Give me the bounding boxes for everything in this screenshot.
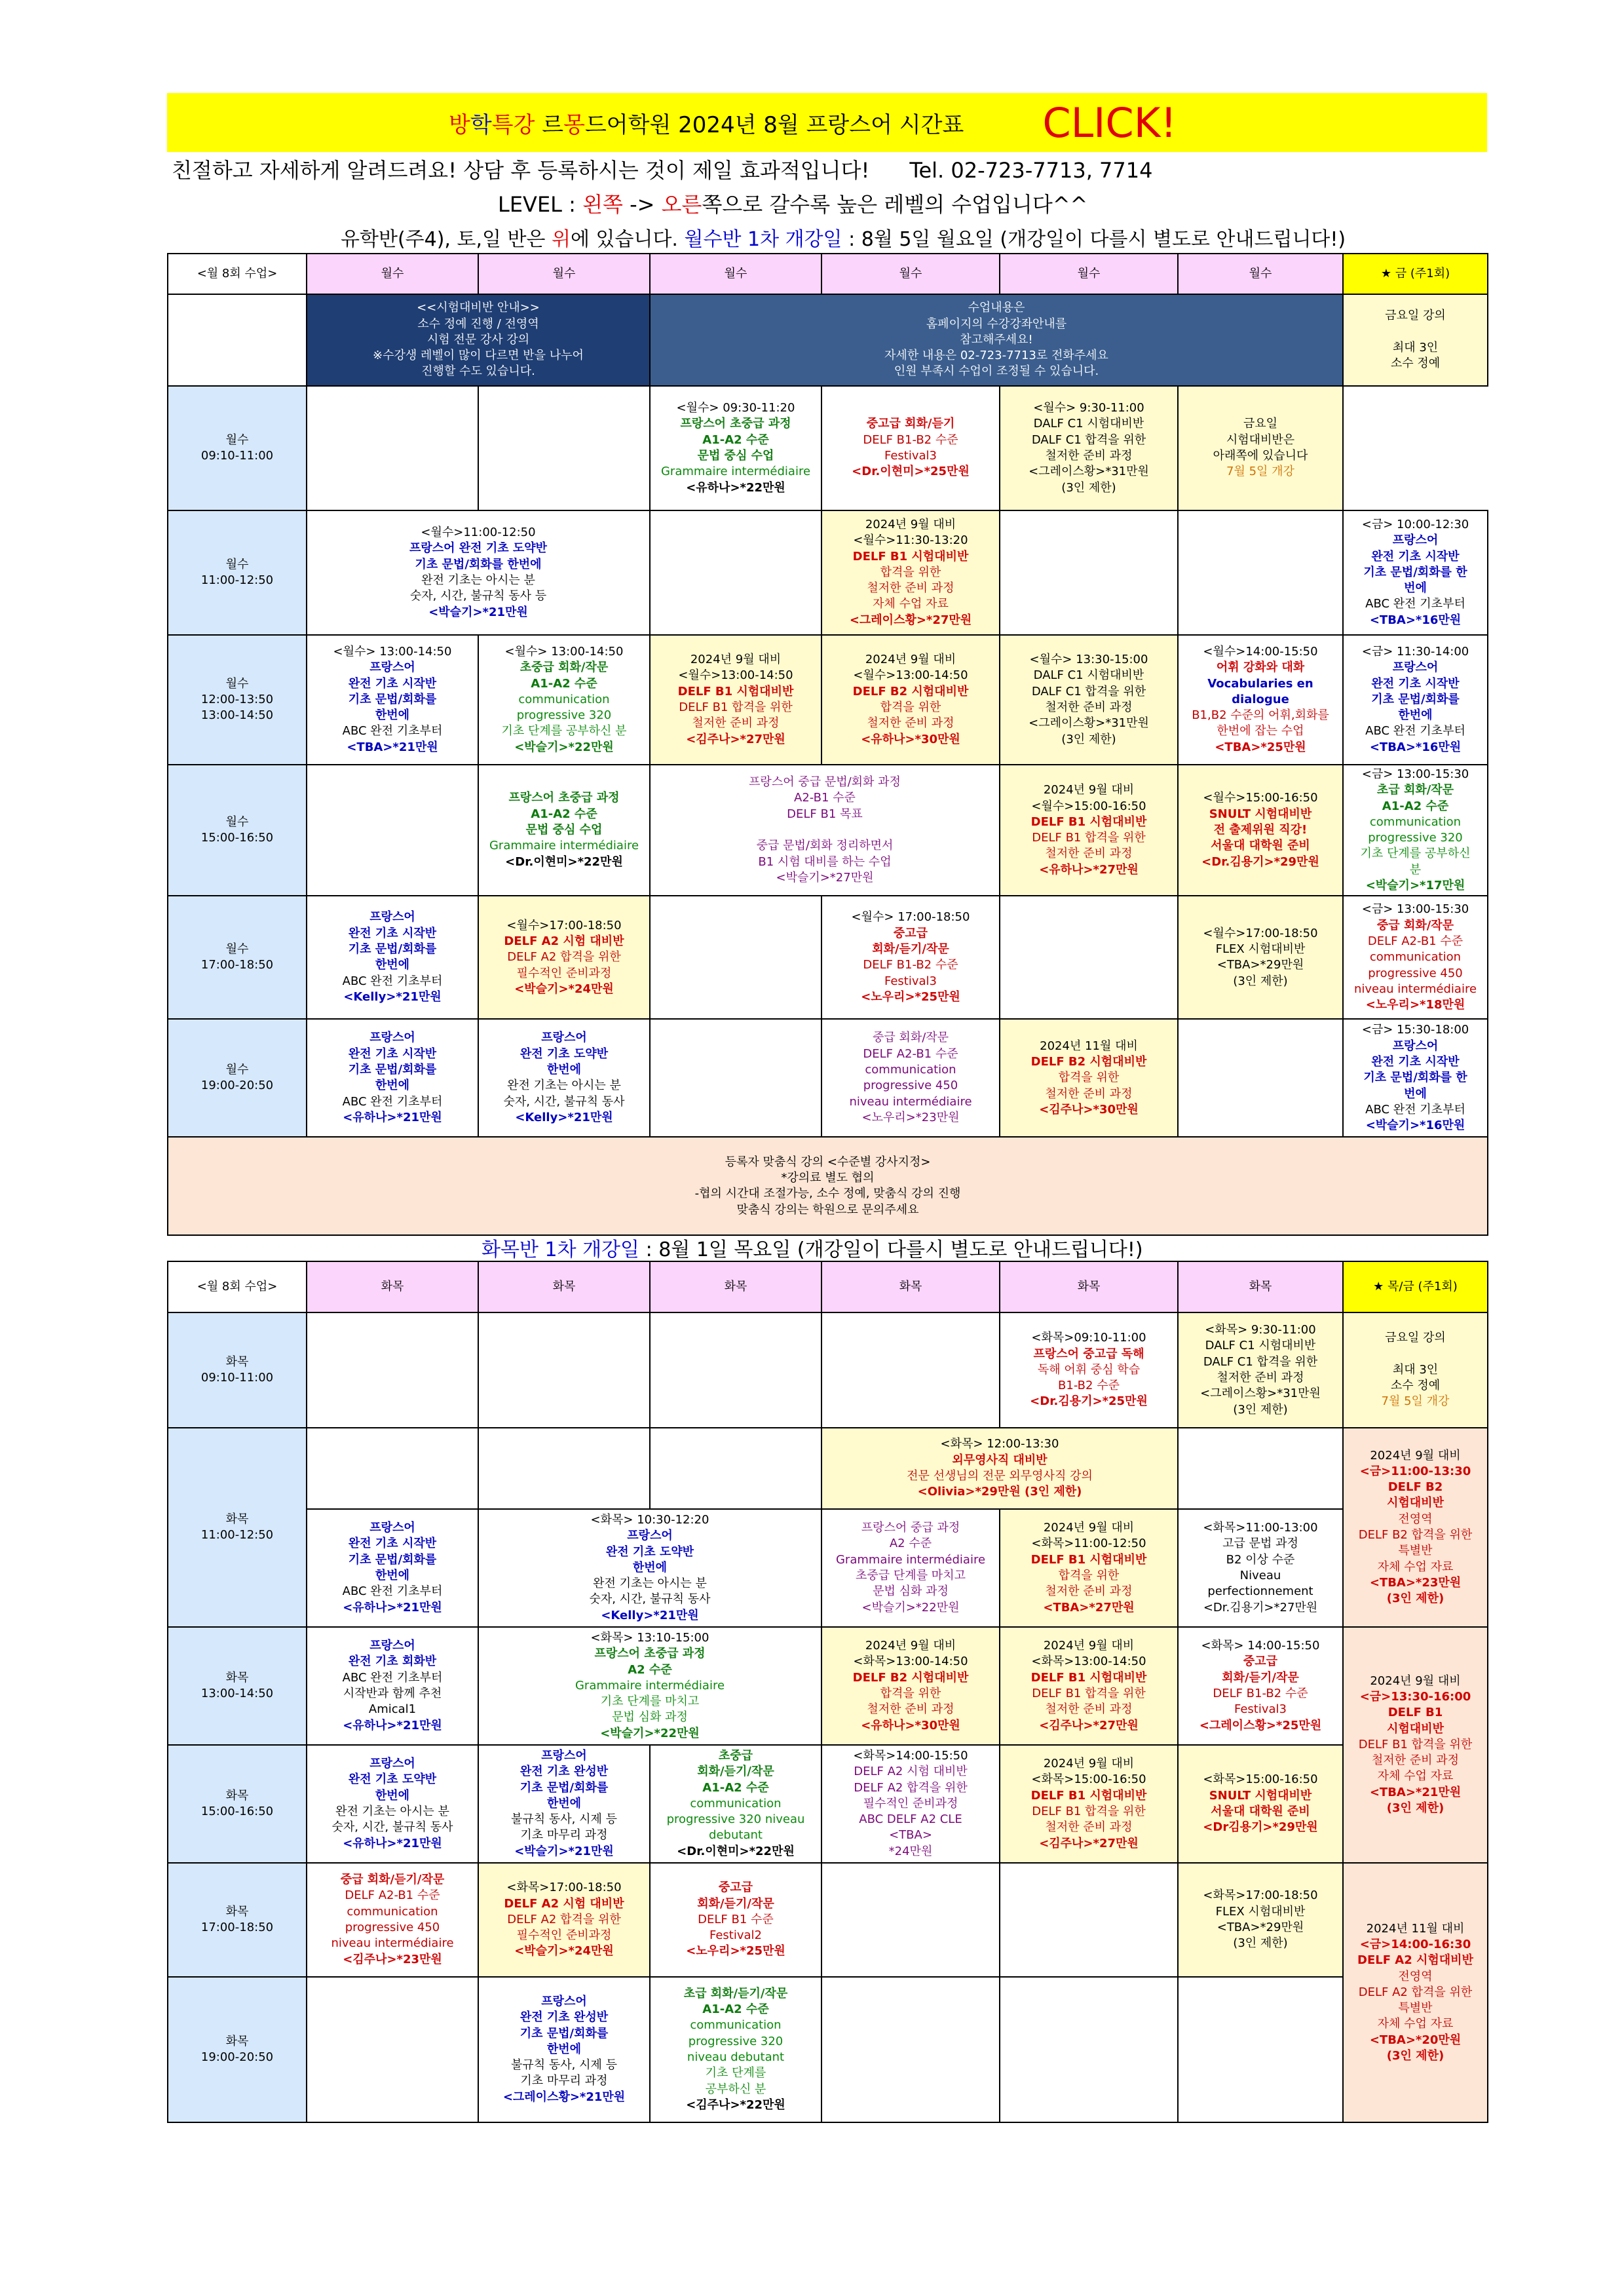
class-cell[interactable]: 2024년 9월 대비 <화목>15:00-16:50 DELF B1 시험대비반 DELF B1 합격을 위한 철저한 준비 과정 <김주나>*27만원 — [1000, 1745, 1178, 1863]
class-cell[interactable]: 프랑스어 완전 기초 시작반 기초 문법/회화를 한번에 ABC 완전 기초부터 <유하나>*21만원 — [307, 1019, 478, 1137]
time-cell: 월수 09:10-11:00 — [168, 386, 307, 510]
course-notice: 수업내용은 홈페이지의 수강강좌안내를 참고해주세요! 자세한 내용은 02-723-7713로 전화주세요 인원 부족시 수업이 조정될 수 있습니다. — [650, 294, 1343, 386]
header-cell: 화목 — [478, 1261, 650, 1312]
notice-text: 화목반 1차 개강일 — [482, 1238, 640, 1261]
class-cell[interactable]: <화목> 13:10-15:00 프랑스어 초중급 과정 A2 수준 Grammaire intermédiaire 기초 단계를 마치고 문법 심화 과정 <박슬기>*22만원 — [478, 1627, 821, 1745]
header-cell: 월수 — [478, 254, 650, 294]
level-text: LEVEL : — [498, 192, 583, 217]
class-cell[interactable]: 2024년 9월 대비 <금>13:30-16:00 DELF B1 시험대비반 DELF B1 합격을 위한 철저한 준비 과정 자체 수업 자료 <TBA>*21만원 (3인 제한) — [1343, 1627, 1488, 1863]
notice-text: 유학반(주4), 토,일 반은 — [341, 228, 552, 251]
class-cell[interactable]: <월수> 13:00-14:50 초중급 회화/작문 A1-A2 수준 communication progressive 320 기초 단계를 공부하신 분 <박슬기>*22만원 — [478, 635, 650, 765]
title-part: 르 — [535, 111, 564, 138]
time-cell: 화목 17:00-18:50 — [168, 1863, 307, 1977]
class-cell[interactable]: <금> 11:30-14:00 프랑스어 완전 기초 시작반 기초 문법/회화를 한번에 ABC 완전 기초부터 <TBA>*16만원 — [1343, 635, 1488, 765]
class-cell[interactable]: <화목>17:00-18:50 FLEX 시험대비반 <TBA>*29만원 (3인 제한) — [1178, 1863, 1343, 1977]
click-link[interactable]: CLICK! — [1042, 98, 1177, 147]
class-cell[interactable]: <화목>11:00-13:00 고급 문법 과정 B2 이상 수준 Niveau perfectionnement <Dr.김용기>*27만원 — [1178, 1509, 1343, 1627]
class-cell[interactable]: 프랑스어 완전 기초 시작반 기초 문법/회화를 한번에 ABC 완전 기초부터 <유하나>*21만원 — [307, 1509, 478, 1627]
header-cell: 월수 — [1178, 254, 1343, 294]
class-cell[interactable]: 2024년 11월 대비 DELF B2 시험대비반 합격을 위한 철저한 준비 과정 <김주나>*30만원 — [1000, 1019, 1178, 1137]
class-cell[interactable]: <월수> 13:30-15:00 DALF C1 시험대비반 DALF C1 합격을 위한 철저한 준비 과정 <그레이스황>*31만원 (3인 제한) — [1000, 635, 1178, 765]
class-cell[interactable]: <월수> 09:30-11:20 프랑스어 초중급 과정 A1-A2 수준 문법 중심 수업 Grammaire intermédiaire <유하나>*22만원 — [650, 386, 821, 510]
class-cell[interactable]: <금> 15:30-18:00 프랑스어 완전 기초 시작반 기초 문법/회화를 한 번에 ABC 완전 기초부터 <박슬기>*16만원 — [1343, 1019, 1488, 1137]
mon-wed-timetable — [167, 253, 1488, 1236]
class-cell[interactable]: 2024년 9월 대비 <월수>15:00-16:50 DELF B1 시험대비반 DELF B1 합격을 위한 철저한 준비 과정 <유하나>*27만원 — [1000, 765, 1178, 896]
time-cell: 월수 15:00-16:50 — [168, 765, 307, 896]
class-cell[interactable]: 초급 회화/듣기/작문 A1-A2 수준 communication progressive 320 niveau debutant 기초 단계를 공부하신 분 <김주나>*22만원 — [650, 1977, 821, 2122]
class-cell[interactable]: 2024년 9월 대비 <월수>13:00-14:50 DELF B2 시험대비반 합격을 위한 철저한 준비 과정 <유하나>*30만원 — [821, 635, 1000, 765]
class-cell[interactable]: 2024년 11월 대비 <금>14:00-16:30 DELF A2 시험대비반 전영역 DELF A2 합격을 위한 특별반 자체 수업 자료 <TBA>*20만원 (3인 제한) — [1343, 1863, 1488, 2122]
class-cell[interactable]: 중급 회화/작문 DELF A2-B1 수준 communication progressive 450 niveau intermédiaire <노우리>*23만원 — [821, 1019, 1000, 1137]
class-cell[interactable]: <월수>14:00-15:50 어휘 강화와 대화 Vocabularies en dialogue B1,B2 수준의 어휘,회화를 한번에 잡는 수업 <TBA>*25만원 — [1178, 635, 1343, 765]
custom-lesson-info: 등록자 맞춤식 강의 <수준별 강사지정> *강의료 별도 협의 -협의 시간대 조절가능, 소수 정예, 맞춤식 강의 진행 맞춤식 강의는 학원으로 문의주세요 — [168, 1137, 1488, 1235]
class-cell[interactable]: <화목>17:00-18:50 DELF A2 시험 대비반 DELF A2 합격을 위한 필수적인 준비과정 <박슬기>*24만원 — [478, 1863, 650, 1977]
level-text: -> — [622, 192, 662, 217]
header-cell: 월수 — [1000, 254, 1178, 294]
intro-line-2 — [498, 188, 1087, 218]
class-cell[interactable]: 중고급 회화/듣기/작문 DELF B1 수준 Festival2 <노우리>*25만원 — [650, 1863, 821, 1977]
class-cell[interactable]: 2024년 9월 대비 <금>11:00-13:30 DELF B2 시험대비반 전영역 DELF B2 합격을 위한 특별반 자체 수업 자료 <TBA>*23만원 (3인 제한) — [1343, 1428, 1488, 1627]
level-text: 쪽으로 갈수록 높은 레벨의 수업입니다^^ — [702, 192, 1088, 217]
class-cell[interactable]: 프랑스어 완전 기초 도약반 한번에 완전 기초는 아시는 분 숫자, 시간, 불규칙 동사 <유하나>*21만원 — [307, 1745, 478, 1863]
class-cell[interactable]: 2024년 9월 대비 <월수>13:00-14:50 DELF B1 시험대비반 DELF B1 합격을 위한 철저한 준비 과정 <김주나>*27만원 — [650, 635, 821, 765]
friday-notice: 금요일 강의 최대 3인 소수 정예 7월 5일 개강 — [1343, 1312, 1488, 1428]
class-cell[interactable]: <월수>17:00-18:50 DELF A2 시험 대비반 DELF A2 합격을 위한 필수적인 준비과정 <박슬기>*24만원 — [478, 896, 650, 1019]
class-cell[interactable]: <화목>15:00-16:50 SNULT 시험대비반 서울대 대학원 준비 <Dr김용기>*29만원 — [1178, 1745, 1343, 1863]
class-cell[interactable]: <월수>15:00-16:50 SNULT 시험대비반 전 출제위원 직강! 서울대 대학원 준비 <Dr.김용기>*29만원 — [1178, 765, 1343, 896]
class-cell[interactable]: 프랑스어 중급 문법/회화 과정 A2-B1 수준 DELF B1 목표 중급 문법/회화 정리하면서 B1 시험 대비를 하는 수업 <박슬기>*27만원 — [650, 765, 1000, 896]
header-cell: 화목 — [307, 1261, 478, 1312]
class-cell[interactable]: <월수> 13:00-14:50 프랑스어 완전 기초 시작반 기초 문법/회화를 한번에 ABC 완전 기초부터 <TBA>*21만원 — [307, 635, 478, 765]
title-part: 몽 — [563, 111, 585, 138]
time-cell: 화목 19:00-20:50 — [168, 1977, 307, 2122]
class-cell[interactable]: 2024년 9월 대비 <화목>13:00-14:50 DELF B1 시험대비반 DELF B1 합격을 위한 철저한 준비 과정 <김주나>*27만원 — [1000, 1627, 1178, 1745]
class-cell[interactable]: 프랑스어 초중급 과정 A1-A2 수준 문법 중심 수업 Grammaire intermédiaire <Dr.이현미>*22만원 — [478, 765, 650, 896]
class-cell[interactable]: 프랑스어 완전 기초 도약반 한번에 완전 기초는 아시는 분 숫자, 시간, 불규칙 동사 <Kelly>*21만원 — [478, 1019, 650, 1137]
header-cell: <월 8회 수업> — [168, 254, 307, 294]
level-text: 오른 — [661, 192, 702, 217]
title-part: 드어학원 2024년 8월 프랑스어 시간표 — [584, 111, 964, 138]
class-cell[interactable]: <화목> 12:00-13:30 외무영사직 대비반 전문 선생님의 전문 외무영사직 강의 <Olivia>*29만원 (3인 제한) — [821, 1428, 1178, 1509]
class-cell[interactable]: 2024년 9월 대비 <화목>13:00-14:50 DELF B2 시험대비반 합격을 위한 철저한 준비 과정 <유하나>*30만원 — [821, 1627, 1000, 1745]
time-cell: 화목 15:00-16:50 — [168, 1745, 307, 1863]
time-cell: 월수 12:00-13:50 13:00-14:50 — [168, 635, 307, 765]
title-banner[interactable] — [167, 93, 1487, 152]
class-cell[interactable]: 초중급 회화/듣기/작문 A1-A2 수준 communication progressive 320 niveau debutant <Dr.이현미>*22만원 — [650, 1745, 821, 1863]
class-cell[interactable]: <월수> 9:30-11:00 DALF C1 시험대비반 DALF C1 합격을 위한 철저한 준비 과정 <그레이스황>*31만원 (3인 제한) — [1000, 386, 1178, 510]
level-text: 왼쪽 — [582, 192, 623, 217]
time-cell: 월수 11:00-12:50 — [168, 510, 307, 635]
tue-thu-timetable — [167, 1261, 1488, 2123]
header-cell: 월수 — [821, 254, 1000, 294]
header-cell: ★ 금 (주1회) — [1343, 254, 1488, 294]
class-cell[interactable]: <금> 13:00-15:30 중급 회화/작문 DELF A2-B1 수준 communication progressive 450 niveau intermédiaire <노우리>*18만원 — [1343, 896, 1488, 1019]
exam-notice: <<시험대비반 안내>> 소수 정예 진행 / 전영역 시험 전문 강사 강의 ※수강생 레벨이 많이 다르면 반을 나누어 진행할 수도 있습니다. — [307, 294, 650, 386]
class-cell[interactable]: <화목>09:10-11:00 프랑스어 중고급 독해 독해 어휘 중심 학습 B1-B2 수준 <Dr.김용기>*25만원 — [1000, 1312, 1178, 1428]
class-cell[interactable]: <화목> 14:00-15:50 중고급 회화/듣기/작문 DELF B1-B2 수준 Festival3 <그레이스황>*25만원 — [1178, 1627, 1343, 1745]
header-cell: ★ 목/금 (주1회) — [1343, 1261, 1488, 1312]
class-cell[interactable]: 프랑스어 완전 기초 회화반 ABC 완전 기초부터 시작반과 함께 추천 Amical1 <유하나>*21만원 — [307, 1627, 478, 1745]
time-cell: 화목 13:00-14:50 — [168, 1627, 307, 1745]
title-part: 특강 — [491, 111, 535, 138]
class-cell[interactable]: <화목> 10:30-12:20 프랑스어 완전 기초 도약반 한번에 완전 기초는 아시는 분 숫자, 시간, 불규칙 동사 <Kelly>*21만원 — [478, 1509, 821, 1627]
friday-notice: 금요일 강의 최대 3인 소수 정예 — [1343, 294, 1488, 386]
class-cell[interactable]: <화목>14:00-15:50 DELF A2 시험 대비반 DELF A2 합격을 위한 필수적인 준비과정 ABC DELF A2 CLE <TBA> *24만원 — [821, 1745, 1000, 1863]
class-cell[interactable]: 중고급 회화/듣기 DELF B1-B2 수준 Festival3 <Dr.이현미>*25만원 — [821, 386, 1000, 510]
class-cell[interactable]: <월수>17:00-18:50 FLEX 시험대비반 <TBA>*29만원 (3인 제한) — [1178, 896, 1343, 1019]
class-cell[interactable]: 중급 회화/듣기/작문 DELF A2-B1 수준 communication progressive 450 niveau intermédiaire <김주나>*23만원 — [307, 1863, 478, 1977]
class-cell[interactable]: 프랑스어 완전 기초 완성반 기초 문법/회화를 한번에 불규칙 동사, 시제 등 기초 마무리 과정 <그레이스황>*21만원 — [478, 1977, 650, 2122]
header-cell: 화목 — [821, 1261, 1000, 1312]
class-cell[interactable]: <금> 10:00-12:30 프랑스어 완전 기초 시작반 기초 문법/회화를 한 번에 ABC 완전 기초부터 <TBA>*16만원 — [1343, 510, 1488, 635]
tue-thu-start-notice — [482, 1233, 1143, 1262]
header-cell: <월 8회 수업> — [168, 1261, 307, 1312]
class-cell[interactable]: 프랑스어 완전 기초 시작반 기초 문법/회화를 한번에 ABC 완전 기초부터 <Kelly>*21만원 — [307, 896, 478, 1019]
notice-text: 월수반 1차 개강일 — [684, 228, 842, 251]
notice-text: : 8월 5일 월요일 (개강일이 다를시 별도로 안내드립니다!) — [842, 228, 1346, 251]
notice-text: 에 있습니다. — [571, 228, 685, 251]
header-cell: 월수 — [307, 254, 478, 294]
title-part: 학 — [470, 111, 492, 138]
class-cell[interactable]: <월수> 17:00-18:50 중고급 회화/듣기/작문 DELF B1-B2 수준 Festival3 <노우리>*25만원 — [821, 896, 1000, 1019]
class-cell[interactable]: 프랑스어 완전 기초 완성반 기초 문법/회화를 한번에 불규칙 동사, 시제 등 기초 마무리 과정 <박슬기>*21만원 — [478, 1745, 650, 1863]
friday-notice: 금요일 시험대비반은 아래쪽에 있습니다 7월 5일 개강 — [1178, 386, 1343, 510]
time-cell: 월수 19:00-20:50 — [168, 1019, 307, 1137]
time-cell: 월수 17:00-18:50 — [168, 896, 307, 1019]
time-cell: 화목 11:00-12:50 — [168, 1428, 307, 1627]
class-cell[interactable]: <화목> 9:30-11:00 DALF C1 시험대비반 DALF C1 합격을 위한 철저한 준비 과정 <그레이스황>*31만원 (3인 제한) — [1178, 1312, 1343, 1428]
class-cell[interactable]: 2024년 9월 대비 <월수>11:30-13:20 DELF B1 시험대비반 합격을 위한 철저한 준비 과정 자체 수업 자료 <그레이스황>*27만원 — [821, 510, 1000, 635]
header-cell: 화목 — [650, 1261, 821, 1312]
notice-text: : 8월 1일 목요일 (개강일이 다를시 별도로 안내드립니다!) — [639, 1238, 1143, 1261]
header-cell: 화목 — [1178, 1261, 1343, 1312]
title-part: 방 — [449, 111, 470, 138]
header-cell: 월수 — [650, 254, 821, 294]
class-cell[interactable]: <금> 13:00-15:30 초급 회화/작문 A1-A2 수준 communication progressive 320 기초 단계를 공부하신 분 <박슬기>*17만원 — [1343, 765, 1488, 896]
header-cell: 화목 — [1000, 1261, 1178, 1312]
time-cell: 화목 09:10-11:00 — [168, 1312, 307, 1428]
class-cell[interactable]: 프랑스어 중급 과정 A2 수준 Grammaire intermédiaire 초중급 단계를 마치고 문법 심화 과정 <박슬기>*22만원 — [821, 1509, 1000, 1627]
class-cell[interactable]: 2024년 9월 대비 <화목>11:00-12:50 DELF B1 시험대비반 합격을 위한 철저한 준비 과정 <TBA>*27만원 — [1000, 1509, 1178, 1627]
intro-line-1: 친절하고 자세하게 알려드려요! 상담 후 등록하시는 것이 제일 효과적입니다! Tel. 02-723-7713, 7714 — [172, 158, 1153, 183]
notice-text: 위 — [552, 228, 571, 251]
intro-line-3 — [341, 223, 1346, 252]
class-cell[interactable]: <월수>11:00-12:50 프랑스어 완전 기초 도약반 기초 문법/회화를 한번에 완전 기초는 아시는 분 숫자, 시간, 불규칙 동사 등 <박슬기>*21만원 — [307, 510, 650, 635]
